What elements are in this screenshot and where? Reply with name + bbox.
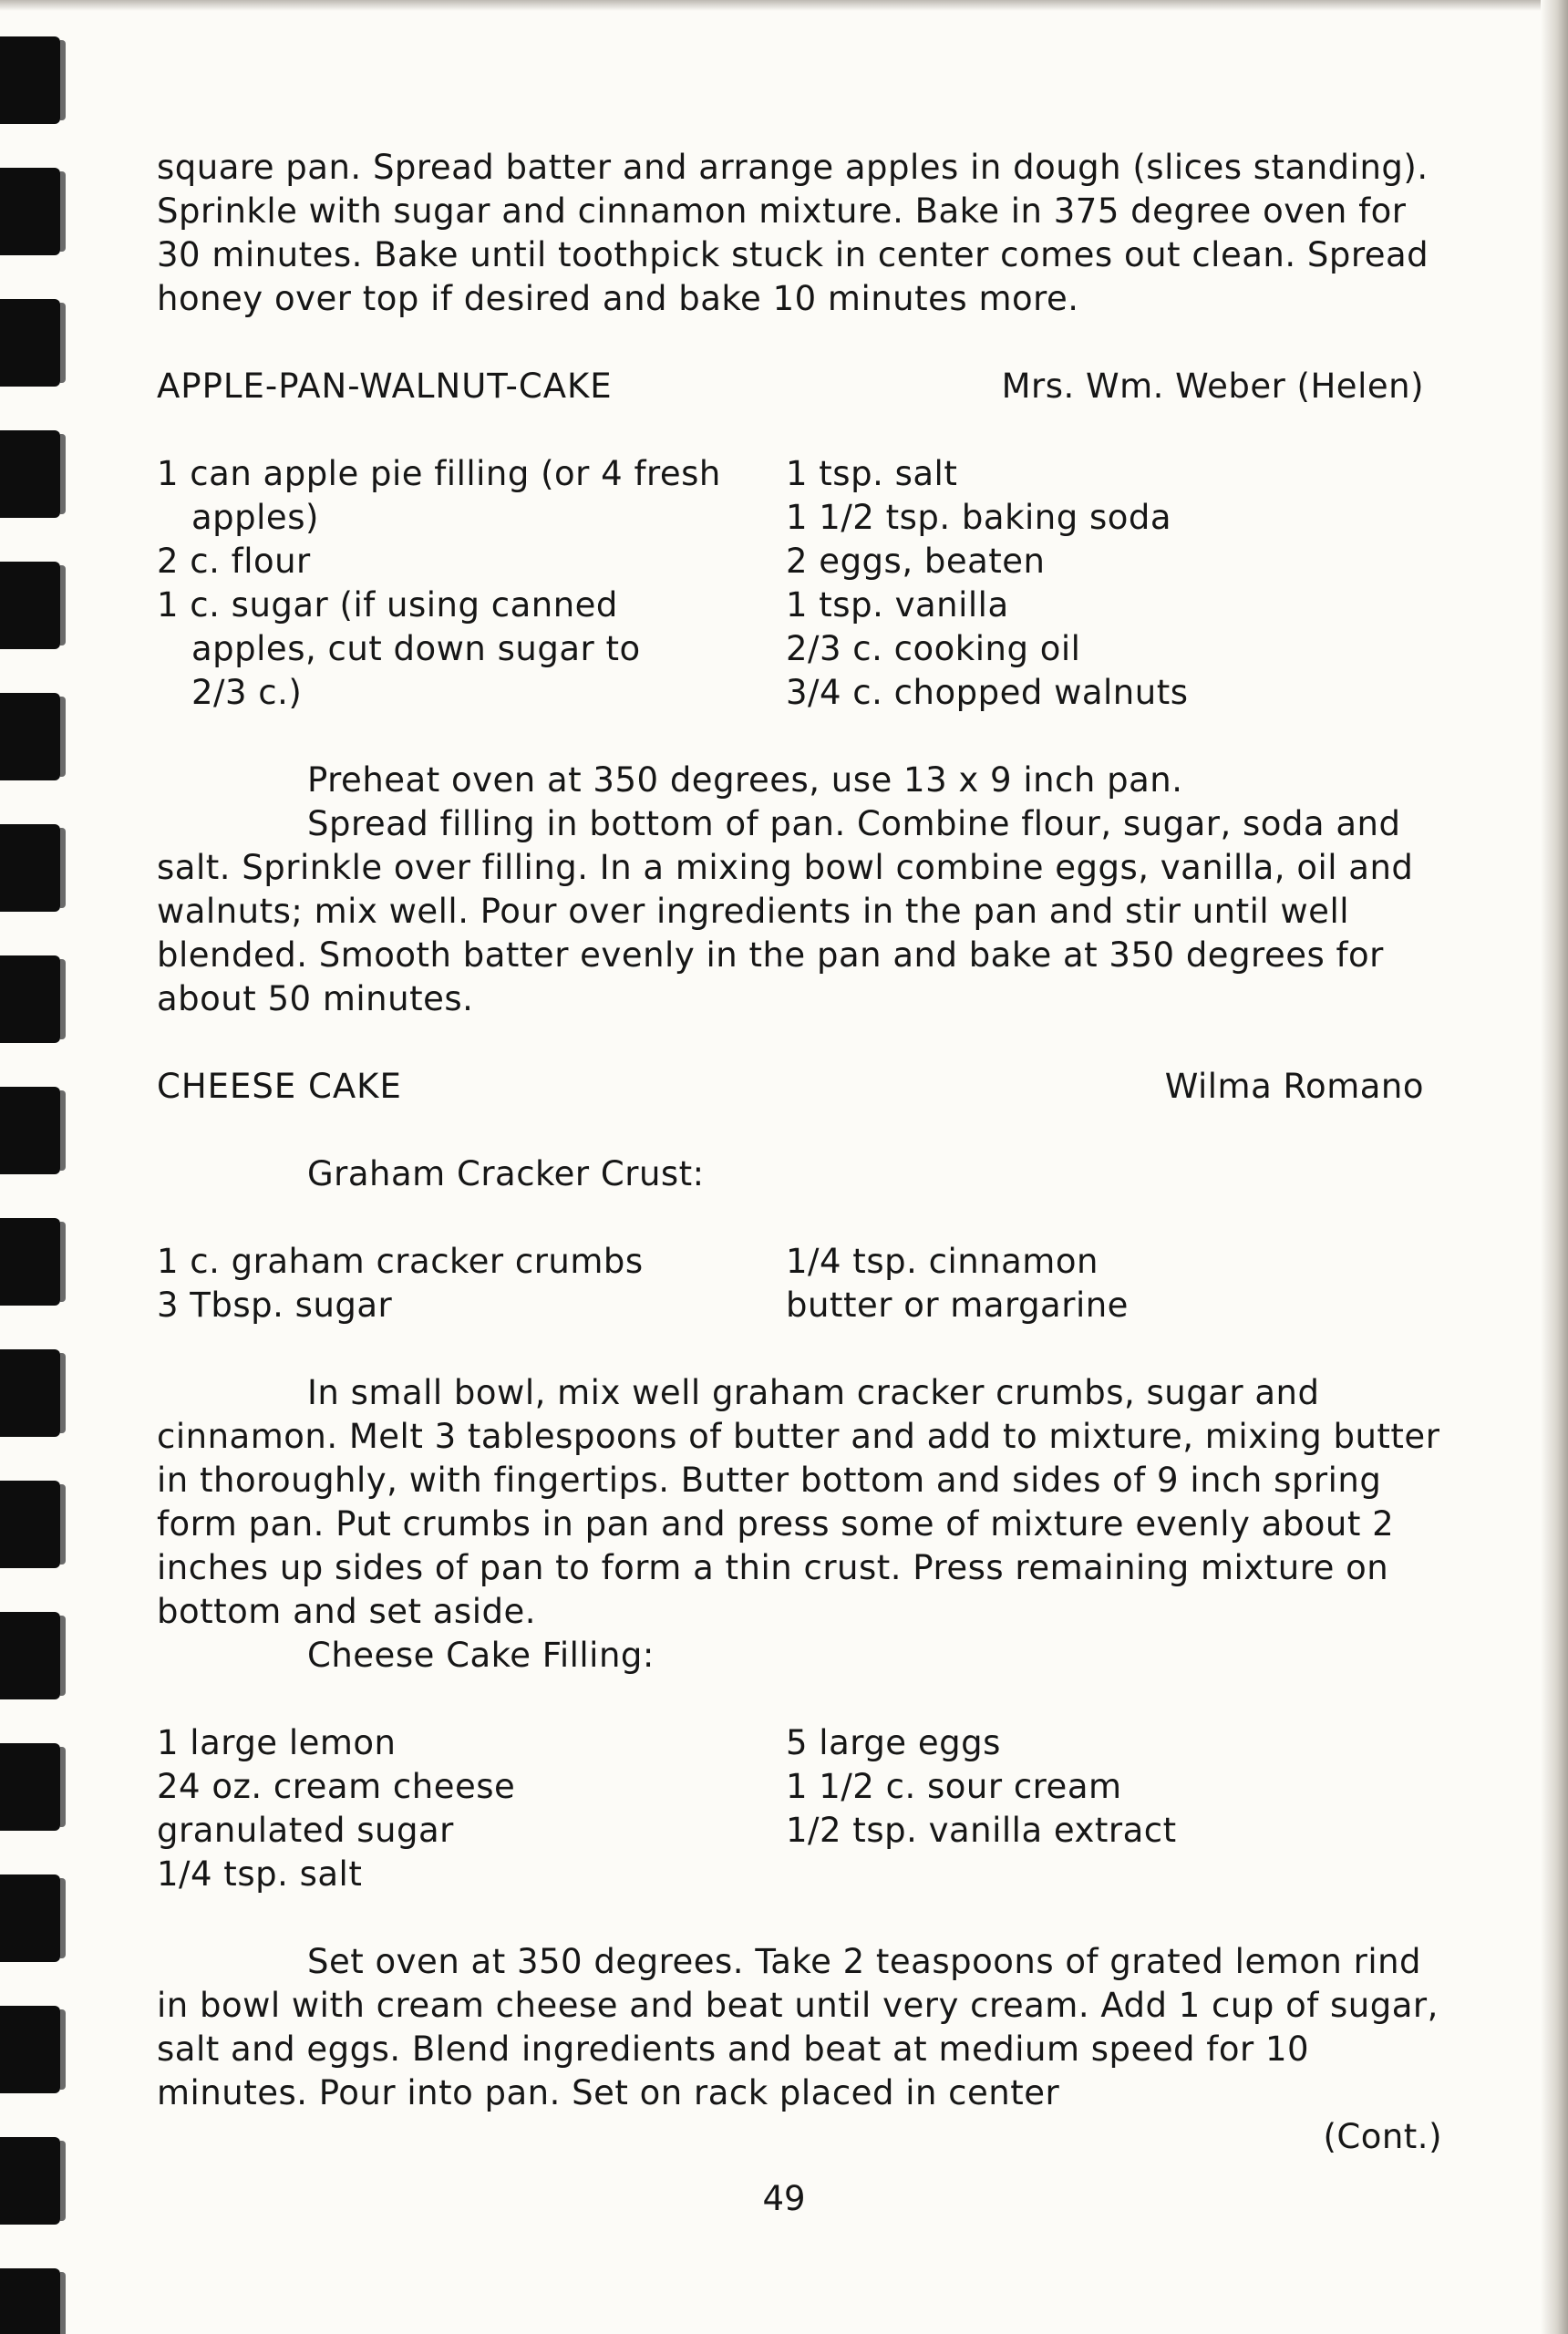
ingredient-item: granulated sugar (157, 1811, 454, 1850)
filling-ingredient-columns (157, 1721, 1442, 1896)
intro-paragraph: square pan. Spread batter and arrange apples in dough (slices standing). Sprinkle with sugar and cinnamon mixture. Bake in 375 degree oven for 30 minutes. Bake until toothpick stuck in center comes out clean. Spread honey over top if desired and bake 10 minutes more. (157, 148, 1429, 318)
filling-ingredients-left (157, 1721, 786, 1896)
binding-hole (0, 430, 60, 518)
ingredient-item: 1 tsp. salt (786, 454, 958, 493)
crust-ingredient-columns (157, 1240, 1442, 1327)
ingredient-item: 24 oz. cream cheese (157, 1767, 516, 1806)
ingredient-item: 1 c. graham cracker crumbs (157, 1242, 644, 1281)
page-right-edge (1541, 0, 1568, 2334)
directions-paragraph: Preheat oven at 350 degrees, use 13 x 9 inch pan. (307, 760, 1183, 800)
ingredient-item: 5 large eggs (786, 1723, 1001, 1762)
binding-hole (0, 824, 60, 912)
ingredient-item: 1 1/2 tsp. baking soda (786, 498, 1172, 537)
filling-directions: Set oven at 350 degrees. Take 2 teaspoons of grated lemon rind in bowl with cream cheese and beat until very cream. Add 1 cup of sugar, salt and eggs. Blend ingredients and beat at medium speed for 10 minutes. Pour into pan. Set on rack placed in center (157, 1942, 1439, 2112)
crust-ingredients-left (157, 1240, 786, 1327)
ingredient-item: 1 large lemon (157, 1723, 397, 1762)
ingredient-item: 1 can apple pie filling (or 4 fresh apples) (157, 454, 721, 537)
ingredient-item: 1/4 tsp. salt (157, 1854, 363, 1894)
page-top-edge (0, 0, 1568, 11)
filling-ingredients-right (786, 1721, 1424, 1896)
continued-note: (Cont.) (1323, 2117, 1442, 2156)
ingredients-left (157, 452, 786, 715)
ingredient-item: 3 Tbsp. sugar (157, 1286, 393, 1325)
binding-hole (0, 1481, 60, 1568)
ingredient-item: 1/4 tsp. cinnamon (786, 1242, 1099, 1281)
binding-hole (0, 2006, 60, 2093)
filling-heading: Cheese Cake Filling: (307, 1636, 655, 1675)
binding-hole (0, 562, 60, 649)
page-number: 49 (762, 2179, 806, 2218)
binding-hole (0, 1743, 60, 1831)
ingredient-item: 1 c. sugar (if using canned apples, cut down sugar to 2/3 c.) (157, 585, 641, 712)
ingredient-item: 2 c. flour (157, 542, 311, 581)
ingredient-item: 2 eggs, beaten (786, 542, 1046, 581)
recipe-author: Mrs. Wm. Weber (Helen) (1001, 367, 1424, 406)
crust-directions: In small bowl, mix well graham cracker crumbs, sugar and cinnamon. Melt 3 tablespoons of butter and add to mixture, mixing butter in thoroughly, with fingertips. Butter bottom and sides of 9 inch spring form pan. Put crumbs in pan and press some of mixture evenly about 2 inches up sides of pan to form a thin crust. Press remaining mixture on bottom and set aside. (157, 1373, 1440, 1631)
binding-hole (0, 36, 60, 124)
ingredient-item: 2/3 c. cooking oil (786, 629, 1081, 668)
directions-paragraph: Spread filling in bottom of pan. Combine flour, sugar, soda and salt. Sprinkle over filling. In a mixing bowl combine eggs, vanilla, oil and walnuts; mix well. Pour over ingredients in the pan and stir until well blended. Smooth batter evenly in the pan and bake at 350 degrees for about 50 minutes. (157, 804, 1414, 1018)
ingredient-item: 1/2 tsp. vanilla extract (786, 1811, 1177, 1850)
page-content (157, 146, 1442, 2159)
ingredients-right (786, 452, 1424, 715)
ingredient-item: butter or margarine (786, 1286, 1129, 1325)
binding-hole (0, 168, 60, 255)
ingredient-columns (157, 452, 1442, 715)
ingredient-item: 3/4 c. chopped walnuts (786, 673, 1189, 712)
binding-hole (0, 1612, 60, 1699)
binding-hole (0, 955, 60, 1043)
binding-hole (0, 1087, 60, 1174)
binding-hole (0, 693, 60, 780)
recipe-author: Wilma Romano (1164, 1067, 1424, 1106)
recipe-title: APPLE-PAN-WALNUT-CAKE (157, 367, 613, 406)
ingredient-item: 1 tsp. vanilla (786, 585, 1009, 625)
recipe-header-apple-pan-walnut-cake (157, 365, 1442, 408)
crust-heading: Graham Cracker Crust: (307, 1154, 705, 1193)
binding-hole (0, 1874, 60, 1962)
recipe-title: CHEESE CAKE (157, 1067, 402, 1106)
binding-hole (0, 1349, 60, 1437)
binding-hole (0, 299, 60, 387)
spiral-binding (0, 0, 73, 2334)
recipe-header-cheese-cake (157, 1065, 1442, 1109)
binding-hole (0, 2268, 60, 2334)
ingredient-item: 1 1/2 c. sour cream (786, 1767, 1122, 1806)
binding-hole (0, 1218, 60, 1306)
crust-ingredients-right (786, 1240, 1424, 1327)
